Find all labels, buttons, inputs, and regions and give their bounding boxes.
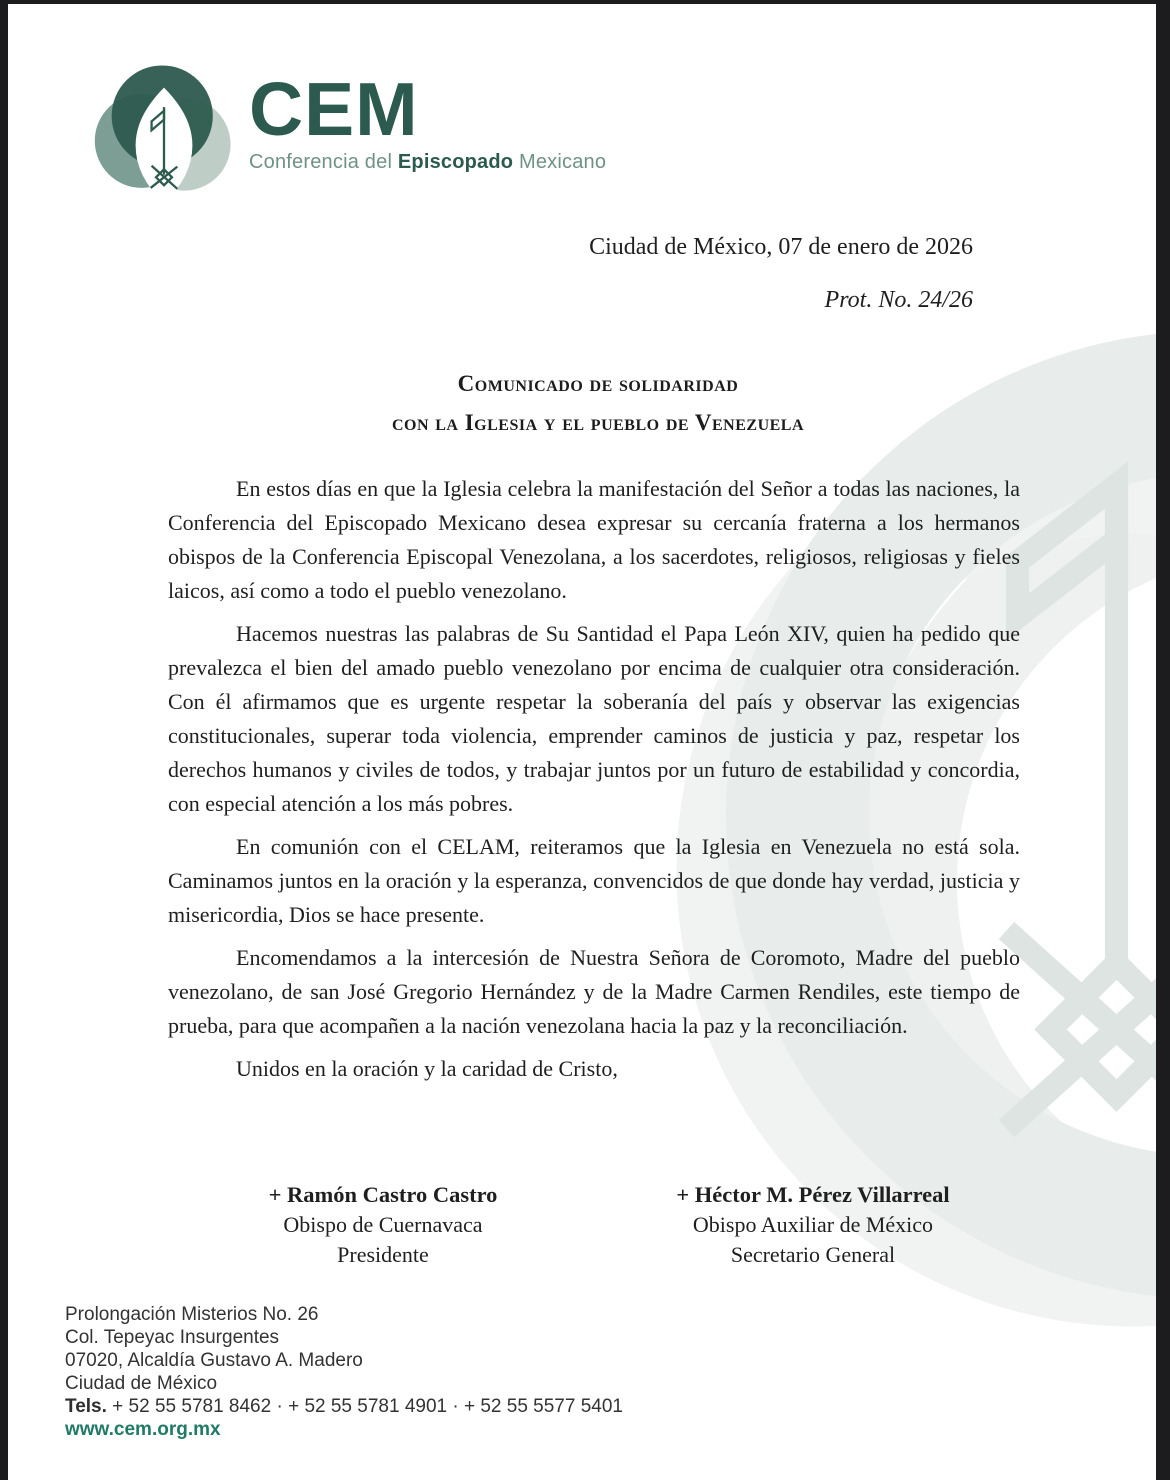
- tels-numbers: + 52 55 5781 8462 · + 52 55 5781 4901 · + 52 55 5577 5401: [112, 1396, 623, 1417]
- tagline-bold: Episcopado: [397, 151, 514, 174]
- address-line: Col. Tepeyac Insurgentes: [65, 1327, 280, 1348]
- cem-crosier-emblem-icon: [93, 58, 235, 206]
- signature-secretary: [598, 1180, 1028, 1270]
- cem-logo: [93, 58, 606, 206]
- paragraph: Hacemos nuestras las palabras de Su Santidad el Papa León XIV, quien ha pedido que prevalezca el bien del amado pueblo venezolano por encima de cualquier otra consideración. Con él afirmamos que es urgente respetar la soberanía del país y observar las exigencias constitucionales, superar toda violencia, emprender caminos de justicia y paz, respetar los derechos humanos y civiles de todos, y trabajar juntos por un futuro de estabilidad y concordia, con especial atención a los más pobres.: [168, 621, 1020, 816]
- logo-acronym: CEM: [249, 67, 419, 151]
- title-line-2: con la Iglesia y el pueblo de Venezuela: [391, 410, 805, 435]
- tagline-suffix: Mexicano: [513, 151, 607, 174]
- document-title: [168, 364, 1028, 442]
- tels-label: Tels.: [65, 1396, 107, 1417]
- logo-wordmark-block: [249, 67, 607, 174]
- website-link[interactable]: www.cem.org.mx: [65, 1419, 221, 1440]
- paragraph: En estos días en que la Iglesia celebra la manifestación del Señor a todas las naciones, la Conferencia del Episcopado Mexicano desea expresar su cercanía fraterna a los hermanos obispos de la Conferencia Episcopal Venezolana, a los sacerdotes, religiosos, religiosas y fieles laicos, así como a todo el pueblo venezolano.: [168, 476, 1020, 603]
- address-line: Prolongación Misterios No. 26: [65, 1304, 319, 1325]
- signer-role: Obispo de Cuernavaca: [283, 1212, 483, 1237]
- address-line: Ciudad de México: [65, 1373, 218, 1394]
- tagline-prefix: Conferencia del: [249, 151, 398, 174]
- signer-name: + Ramón Castro Castro: [268, 1182, 498, 1207]
- phones-line: [65, 1395, 623, 1418]
- footer-contact: [65, 1303, 623, 1441]
- signer-role: Obispo Auxiliar de México: [692, 1212, 934, 1237]
- paragraph-closing: Unidos en la oración y la caridad de Cristo,: [236, 1056, 618, 1081]
- signer-role: Secretario General: [730, 1242, 896, 1267]
- signer-name: + Héctor M. Pérez Villarreal: [676, 1182, 950, 1207]
- address-line: 07020, Alcaldía Gustavo A. Madero: [65, 1350, 363, 1371]
- protocol-number: Prot. No. 24/26: [824, 287, 973, 313]
- signature-president: [168, 1180, 598, 1270]
- letter-body: [168, 472, 1020, 1095]
- signature-block: [168, 1180, 1028, 1270]
- paragraph: En comunión con el CELAM, reiteramos que la Iglesia en Venezuela no está sola. Caminamos juntos en la oración y la esperanza, convencidos de que donde hay verdad, justicia y misericordia, Dios se hace presente.: [168, 834, 1020, 927]
- logo-tagline: [249, 151, 606, 174]
- paragraph: Encomendamos a la intercesión de Nuestra Señora de Coromoto, Madre del pueblo venezolano, de san José Gregorio Hernández y de la Madre Carmen Rendiles, este tiempo de prueba, para que acompañen a la nación venezolana hacia la paz y la reconciliación.: [168, 945, 1020, 1038]
- signer-role: Presidente: [337, 1242, 429, 1267]
- date-line: Ciudad de México, 07 de enero de 2026: [589, 234, 973, 260]
- title-line-1: Comunicado de solidaridad: [457, 371, 739, 396]
- document-page: [8, 4, 1156, 1480]
